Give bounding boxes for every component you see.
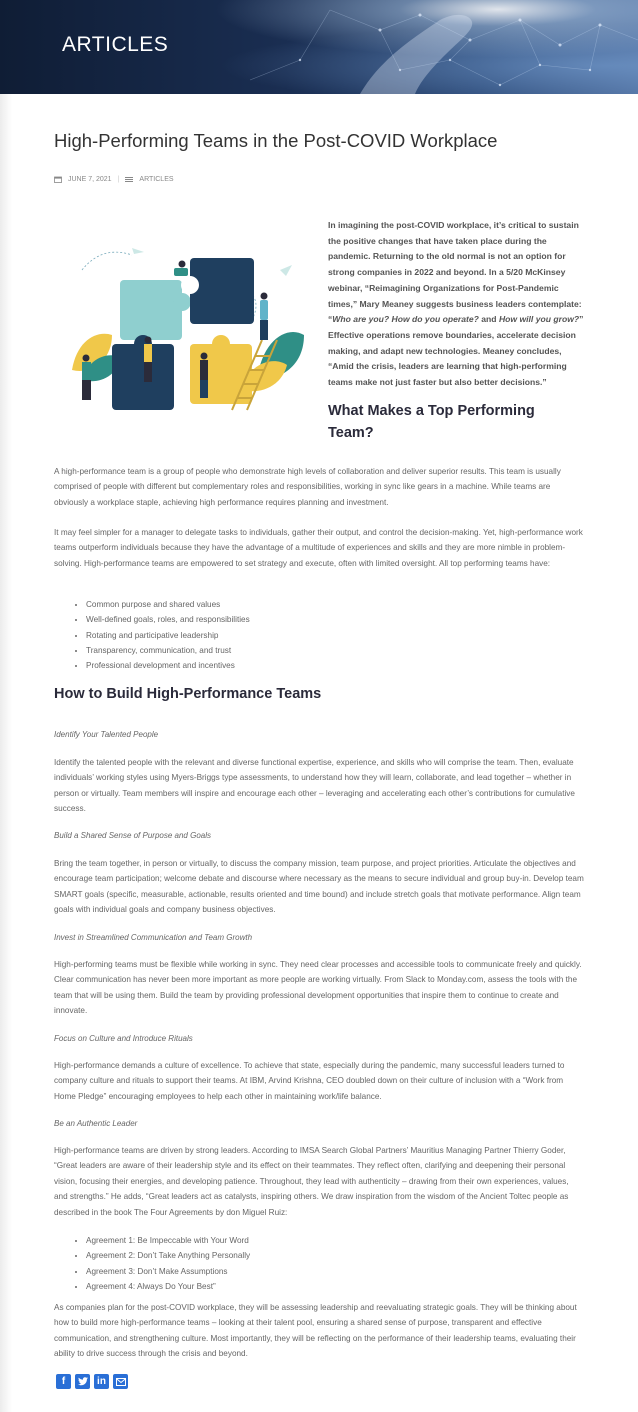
subheading-identify: Identify Your Talented People — [54, 730, 159, 739]
intro-text-2: ” Effective operations remove boundaries, accelerate decision making, and adapt new technologies. Meaney concludes, “Amid the crisis, leaders are learning that high-performing teams make not just faster but also better decisions.” — [328, 314, 584, 388]
list-item: • Rotating and participative leadership — [86, 628, 250, 643]
paragraph-leader: High-performance teams are driven by strong leaders. According to IMSA Search Global Partners’ Mauritius Managing Partner Thierry Goder, “Great leaders are aware of their leadership style and its effect on their teammates. They reflect often, clarifying and deepening their personal vision, focusing their energies, and developing patience. Throughout, they lead with authenticity – drawing from their own experiences, values, and strengths.” He adds, “Great leaders act as catalysts, inspiring others. We draw inspiration from the wisdom of the Ancient Toltec people as described in the book The Four Agreements by don Miguel Ruiz: — [54, 1146, 569, 1217]
subheading-leader: Be an Authentic Leader — [54, 1119, 138, 1128]
twitter-bird-glyph — [78, 1377, 88, 1386]
paragraph-delegation: It may feel simpler for a manager to delegate tasks to individuals, gather their output, and control the decision-making. Yet, high-performance work teams outperform individuals because they have the advantage of a multitude of experiences and skills and they are more nimble in problem-solving. High-performance teams are empowered to set strategy and execute, often with limited oversight. All top performing teams have: — [54, 528, 583, 568]
paragraph-communication: High-performing teams must be flexible while working in sync. They need clear processes and accessible tools to communicate freely and quickly. Clear communication has never been more important as more people are working virtually. From Slack to Monday.com, assess the tools with the team that will be using them. Build the team by providing professional development opportunities that inspire them to continue to create and innovate. — [54, 960, 582, 1016]
facebook-icon[interactable]: f — [56, 1374, 71, 1389]
article-category-link[interactable]: ARTICLES — [139, 176, 174, 183]
banner-title: ARTICLES — [62, 33, 169, 56]
list-item: • Agreement 1: Be Impeccable with Your Word — [86, 1233, 250, 1248]
list-item: • Well-defined goals, roles, and responsibilities — [86, 612, 250, 627]
intro-question-2: How will you grow? — [498, 314, 580, 325]
linkedin-icon[interactable]: in — [94, 1374, 109, 1389]
list-item: • Common purpose and shared values — [86, 597, 250, 612]
page-edge-shadow — [0, 94, 12, 1412]
envelope-glyph — [116, 1378, 126, 1386]
meta-divider: | — [117, 176, 120, 183]
list-item: • Transparency, communication, and trust — [86, 643, 250, 658]
teamwork-puzzle-illustration — [72, 240, 308, 416]
twitter-icon[interactable] — [75, 1374, 90, 1389]
share-buttons — [56, 1374, 128, 1389]
subheading-culture: Focus on Culture and Introduce Rituals — [54, 1034, 193, 1043]
section-heading-top-performing: What Makes a Top Performing Team? — [328, 403, 535, 441]
article-date[interactable]: JUNE 7, 2021 — [68, 176, 112, 183]
header-banner — [0, 0, 638, 94]
calendar-icon — [54, 176, 62, 183]
subheading-communication: Invest in Streamlined Communication and Team Growth — [54, 933, 253, 942]
list-item: • Agreement 2: Don’t Take Anything Personally — [86, 1248, 250, 1263]
section-heading-build-teams: How to Build High-Performance Teams — [54, 686, 322, 702]
list-icon — [125, 176, 133, 183]
traits-list — [62, 597, 250, 673]
agreements-list — [62, 1233, 250, 1294]
paragraph-closing: As companies plan for the post-COVID workplace, they will be assessing leadership and reevaluating strategic goals. They will be thinking about how to build more high-performance teams – looking at their talent pool, ensuring a shared sense of purpose, transparent and effective communication, and strengthening culture. Most importantly, they will be reflecting on the performance of their leadership teams, evaluating their ability to drive success through the crisis and beyond. — [54, 1303, 577, 1359]
intro-question-1: Who are you? How do you operate? — [332, 314, 479, 325]
article-title: High-Performing Teams in the Post-COVID Workplace — [54, 130, 498, 151]
article-meta — [54, 176, 174, 183]
list-item: • Professional development and incentives — [86, 658, 250, 673]
intro-text-1: In imagining the post-COVID workplace, it’s critical to sustain the positive changes that have taken place during the pandemic. Returning to the old normal is not an option for strong companies in 2022 and beyond. In a 5/20 McKinsey webinar, “Reimagining Organizations for Post-Pandemic times,” Mary Meaney suggests business leaders contemplate: “ — [328, 220, 582, 325]
intro-paragraph — [328, 218, 588, 391]
list-item: • Agreement 4: Always Do Your Best” — [86, 1279, 250, 1294]
list-item: • Agreement 3: Don’t Make Assumptions — [86, 1264, 250, 1279]
paragraph-purpose: Bring the team together, in person or virtually, to discuss the company mission, team purpose, and project priorities. Articulate the objectives and encourage team participation; welcome debate and discourse where necessary as the means to secure individual and group buy-in. Develop team SMART goals (specific, measurable, actionable, results oriented and time bound) and include stretch goals that motivate performance. Align team goals with individual goals and company business objectives. — [54, 859, 584, 915]
email-icon[interactable] — [113, 1374, 128, 1389]
paragraph-culture: High-performance demands a culture of excellence. To achieve that state, especially during the pandemic, many successful leaders turned to company culture and rituals to support their teams. At IBM, Arvind Krishna, CEO doubled down on their culture of inclusion with a “Work from Home Pledge” encouraging employees to help each other in maintaining work/life balance. — [54, 1061, 565, 1101]
subheading-purpose: Build a Shared Sense of Purpose and Goals — [54, 831, 211, 840]
intro-connector: and — [478, 314, 499, 325]
paragraph-identify: Identify the talented people with the relevant and diverse functional expertise, experience, and skills who will comprise the team. Then, evaluate individuals’ working styles using Myers-Briggs type assessments, to understand how they will learn, collaborate, and lead together – whether in person or virtually. Team members will inspire and encourage each other – leveraging and accelerating each other’s contributions for cumulative success. — [54, 758, 575, 814]
paragraph-definition: A high-performance team is a group of people who demonstrate high levels of collaboration and deliver superior results. This team is usually comprised of people with different but complementary roles and responsibilities, working in sync like gears in a machine. While teams are obviously a workplace staple, achieving high performance requires planning and investment. — [54, 467, 561, 507]
